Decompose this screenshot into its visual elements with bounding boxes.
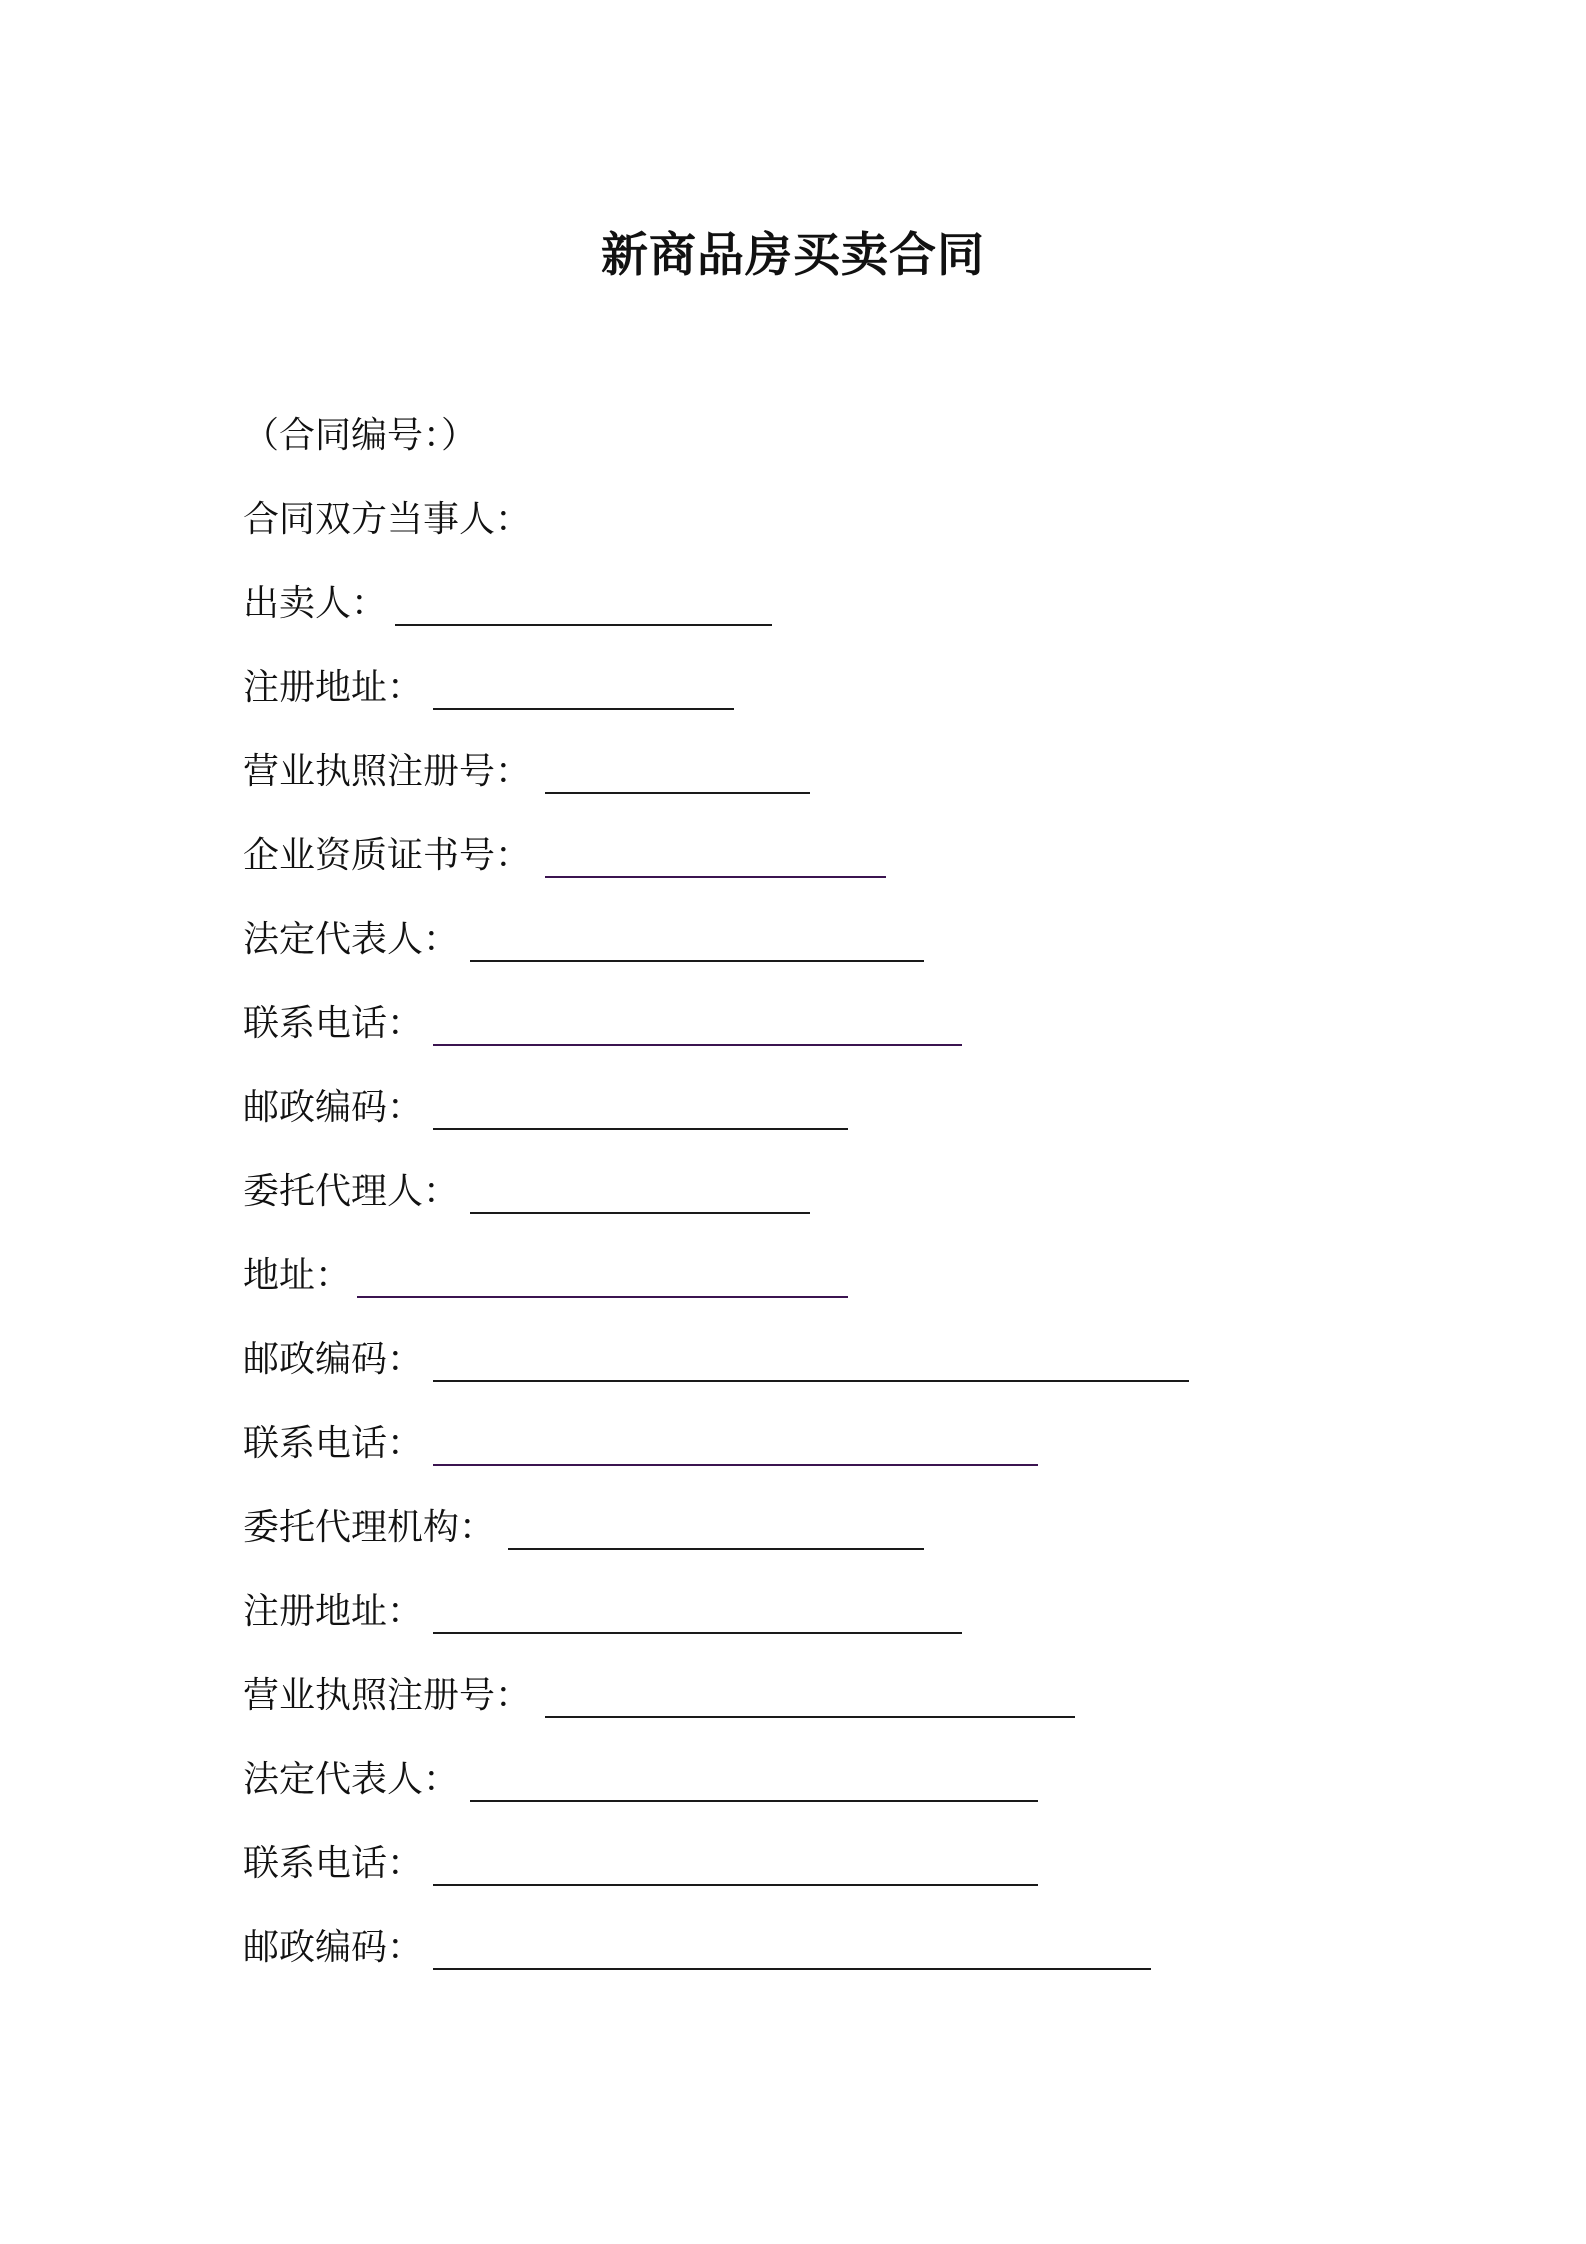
business-license-no-blank[interactable] bbox=[545, 792, 810, 794]
phone-blank[interactable] bbox=[433, 1044, 962, 1046]
postal-code-3-blank[interactable] bbox=[433, 1968, 1151, 1970]
agency-blank[interactable] bbox=[508, 1548, 924, 1550]
field-address bbox=[243, 1254, 351, 1298]
field-label: 地址： bbox=[243, 1255, 352, 1296]
field-postal-code-3 bbox=[243, 1926, 423, 1970]
field-label: 营业执照注册号： bbox=[243, 751, 532, 792]
field-label: 联系电话： bbox=[243, 1003, 424, 1044]
contract-number-label: （合同编号：） bbox=[243, 415, 478, 456]
postal-code-2-blank[interactable] bbox=[433, 1380, 1189, 1382]
field-label: 委托代理机构： bbox=[243, 1507, 496, 1548]
field-label: 邮政编码： bbox=[243, 1927, 424, 1968]
field-label: 委托代理人： bbox=[243, 1171, 460, 1212]
field-label: 邮政编码： bbox=[243, 1339, 424, 1380]
field-label: 法定代表人： bbox=[243, 919, 460, 960]
field-qualification-cert-no bbox=[243, 834, 531, 878]
field-label: 联系电话： bbox=[243, 1843, 424, 1884]
address-blank[interactable] bbox=[357, 1296, 848, 1298]
registered-address-blank[interactable] bbox=[433, 708, 734, 710]
field-registered-address bbox=[243, 666, 423, 710]
agent-blank[interactable] bbox=[470, 1212, 810, 1214]
phone-3-blank[interactable] bbox=[433, 1884, 1038, 1886]
contract-number bbox=[243, 414, 477, 458]
field-postal-code bbox=[243, 1086, 423, 1130]
field-label: 联系电话： bbox=[243, 1423, 424, 1464]
field-label: 邮政编码： bbox=[243, 1087, 424, 1128]
field-label: 法定代表人： bbox=[243, 1759, 460, 1800]
field-agency bbox=[243, 1506, 495, 1550]
seller-blank[interactable] bbox=[395, 624, 772, 626]
qualification-cert-no-blank[interactable] bbox=[545, 876, 886, 878]
field-agent bbox=[243, 1170, 459, 1214]
field-postal-code-2 bbox=[243, 1338, 423, 1382]
phone-2-blank[interactable] bbox=[433, 1464, 1038, 1466]
legal-representative-2-blank[interactable] bbox=[470, 1800, 1038, 1802]
field-label: 注册地址： bbox=[243, 667, 424, 708]
field-phone-3 bbox=[243, 1842, 423, 1886]
registered-address-2-blank[interactable] bbox=[433, 1632, 962, 1634]
field-seller bbox=[243, 582, 387, 626]
legal-representative-blank[interactable] bbox=[470, 960, 924, 962]
field-label: 出卖人： bbox=[243, 583, 388, 624]
field-business-license-no-2 bbox=[243, 1674, 531, 1718]
parties-heading bbox=[243, 498, 531, 542]
field-business-license-no bbox=[243, 750, 531, 794]
postal-code-blank[interactable] bbox=[433, 1128, 848, 1130]
parties-heading-label: 合同双方当事人： bbox=[243, 499, 532, 540]
field-label: 注册地址： bbox=[243, 1591, 424, 1632]
field-legal-representative-2 bbox=[243, 1758, 459, 1802]
field-label: 企业资质证书号： bbox=[243, 835, 532, 876]
field-registered-address-2 bbox=[243, 1590, 423, 1634]
business-license-no-2-blank[interactable] bbox=[545, 1716, 1075, 1718]
field-phone bbox=[243, 1002, 423, 1046]
field-phone-2 bbox=[243, 1422, 423, 1466]
contract-title: 新商品房买卖合同 bbox=[601, 228, 985, 283]
field-legal-representative bbox=[243, 918, 459, 962]
field-label: 营业执照注册号： bbox=[243, 1675, 532, 1716]
